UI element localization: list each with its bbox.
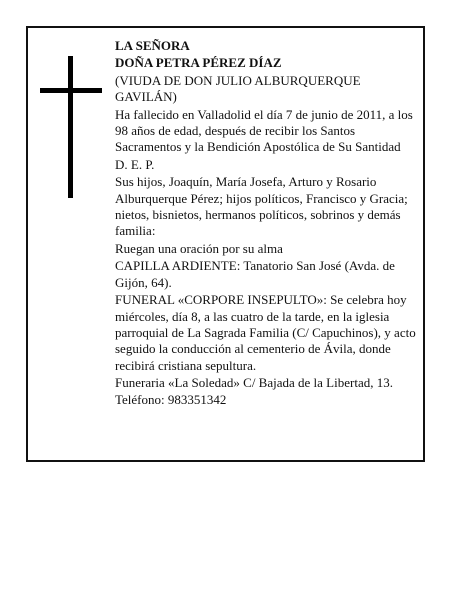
funeral-home-info: Funeraria «La Soledad» C/ Bajada de la Libertad, 13. Teléfono: 983351342 <box>115 375 393 407</box>
family-list: Sus hijos, Joaquín, María Josefa, Arturo y Rosario Alburquerque Pérez; hijos políticos, Francisco y Gracia; nietos, bisnietos, hermanos políticos, sobrinos y demás familia: <box>115 174 408 239</box>
widow-of: (VIUDA DE DON JULIO ALBURQUERQUE GAVILÁN) <box>115 72 361 105</box>
cross-horizontal-bar <box>40 88 102 93</box>
funeral-info: FUNERAL «CORPORE INSEPULTO»: Se celebra hoy miércoles, día 8, a las cuatro de la tarde, en la iglesia parroquial de La Sagrada Familia (C/ Capuchinos), y acto seguido la conducción al cementerio de Ávila, donde recibirá cristiana sepultura. <box>115 292 416 373</box>
obituary-notice <box>26 26 425 462</box>
prayer-request: Ruegan una oración por su alma <box>115 240 283 256</box>
obituary-text <box>115 38 421 409</box>
chapel-info: CAPILLA ARDIENTE: Tanatorio San José (Avda. de Gijón, 64). <box>115 258 395 290</box>
rip: D. E. P. <box>115 156 155 172</box>
cross-vertical-bar <box>68 56 73 198</box>
death-announcement: Ha fallecido en Valladolid el día 7 de junio de 2011, a los 98 años de edad, después de recibir los Santos Sacramentos y la Bendición Apostólica de Su Santidad <box>115 106 413 155</box>
deceased-name: DOÑA PETRA PÉREZ DÍAZ <box>115 55 282 71</box>
notice-title: LA SEÑORA <box>115 38 190 53</box>
